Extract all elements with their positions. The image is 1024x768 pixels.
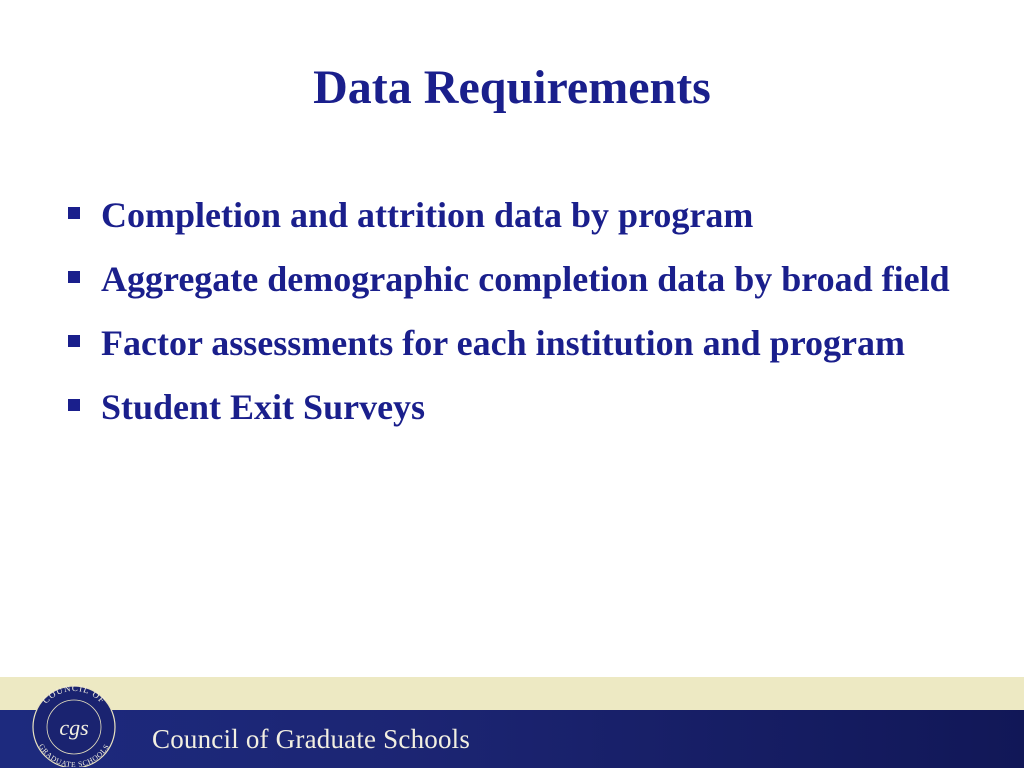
square-bullet-icon [68,335,80,347]
square-bullet-icon [68,207,80,219]
bullet-item [64,254,964,305]
bullet-text: Completion and attrition data by program [101,195,754,235]
cgs-seal-logo [24,683,124,767]
bullet-item [64,190,964,241]
footer-organization-name: Council of Graduate Schools [152,724,471,754]
bullet-list [64,190,964,446]
bullet-text: Factor assessments for each institution and program [101,323,905,363]
seal-text-top: COUNCIL OF [40,683,108,706]
seal-monogram: cgs [59,715,89,740]
square-bullet-icon [68,271,80,283]
bullet-text: Student Exit Surveys [101,387,426,427]
slide-title: Data Requirements [313,61,711,114]
bullet-item [64,382,964,433]
bullet-item [64,318,964,369]
footer-bar [0,677,1024,710]
bullet-text: Aggregate demographic completion data by broad field [101,259,950,299]
square-bullet-icon [68,399,80,411]
seal-text-bottom: GRADUATE SCHOOLS [36,742,112,767]
